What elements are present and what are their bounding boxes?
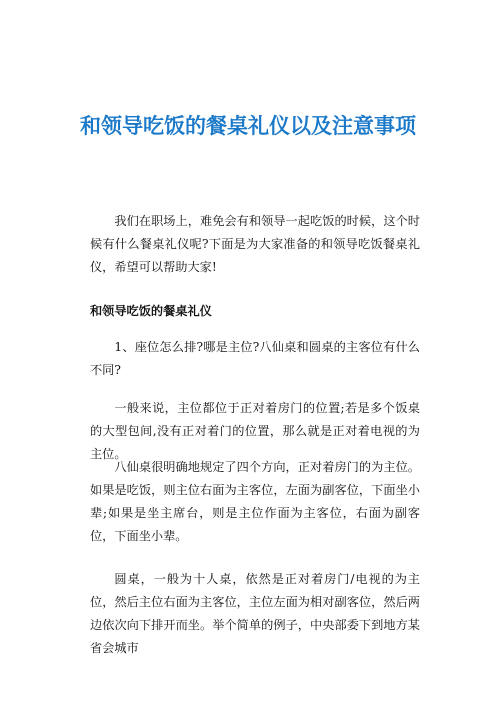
round-table-paragraph: 圆桌，一般为十人桌，依然是正对着房门/电视的为主位，然后主位右面为主客位，主位左面为相对副客位，然后两边依次向下排开而坐。举个简单的例子，中央部委下到地方某省会城市 xyxy=(90,572,420,655)
section-heading: 和领导吃饭的餐桌礼仪 xyxy=(90,304,212,318)
document-title: 和领导吃饭的餐桌礼仪以及注意事项 xyxy=(80,114,416,138)
square-table-paragraph: 八仙桌很明确地规定了四个方向，正对着房门的为主位。如果是吃饭，则主位右面为主客位，左面为副客位，下面坐小辈;如果是坐主席台，则是主位作面为主客位，右面为副客位，下面坐小辈。 xyxy=(90,460,420,543)
question-paragraph: 1、座位怎么排?哪是主位?八仙桌和圆桌的主客位有什么不同? xyxy=(90,340,420,377)
intro-paragraph: 我们在职场上，难免会有和领导一起吃饭的时候，这个时候有什么餐桌礼仪呢?下面是为大家准备的和领导吃饭餐桌礼仪，希望可以帮助大家! xyxy=(90,214,420,274)
main-seat-paragraph: 一般来说，主位都位于正对着房门的位置;若是多个饭桌的大型包间,没有正对着门的位置，那么就是正对着电视的为主位。 xyxy=(90,401,420,461)
